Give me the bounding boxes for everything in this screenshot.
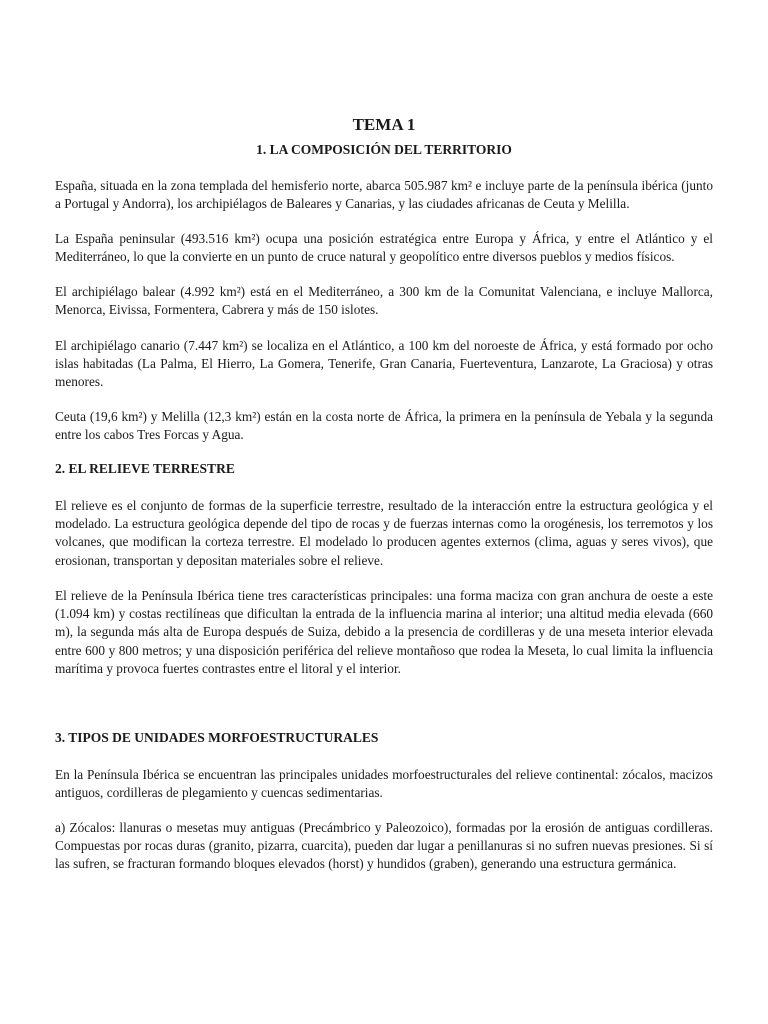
paragraph-ceuta-melilla: Ceuta (19,6 km²) y Melilla (12,3 km²) están en la costa norte de África, la primera en la península de Yebala y la segunda entre los cabos Tres Forcas y Agua. — [55, 409, 713, 443]
paragraph-peninsular-spain: La España peninsular (493.516 km²) ocupa una posición estratégica entre Europa y África, y entre el Atlántico y el Mediterráneo, lo que la convierte en un punto de cruce natural y geopolítico entre diversos pueblos y medios físicos. — [55, 231, 713, 265]
paragraph-balearic-archipelago: El archipiélago balear (4.992 km²) está en el Mediterráneo, a 300 km de la Comunitat Valenciana, e incluye Mallorca, Menorca, Eivissa, Formentera, Cabrera y más de 150 islotes. — [55, 284, 713, 318]
paragraph-relief-definition: El relieve es el conjunto de formas de la superficie terrestre, resultado de la interacción entre la estructura geológica y el modelado. La estructura geológica depende del tipo de rocas y de fuerzas internas como la orogénesis, los terremotos y los volcanes, que modifican la corteza terrestre. El modelado lo producen agentes externos (clima, aguas y seres vivos), que erosionan, transportan y depositan materiales sobre el relieve. — [55, 498, 713, 568]
section-1-heading: 1. LA COMPOSICIÓN DEL TERRITORIO — [256, 142, 512, 157]
paragraph-iberian-relief: El relieve de la Península Ibérica tiene tres características principales: una forma maciza con gran anchura de oeste a este (1.094 km) y costas rectilíneas que dificultan la entrada de la influencia marina al interior; una altitud media elevada (660 m), la segunda más alta de Europa después de Suiza, debido a la presencia de cordilleras y de una meseta interior elevada entre 600 y 800 metros; y una disposición periférica del relieve montañoso que rodea la Meseta, lo cual limita la influencia marítima y provoca fuertes contrastes entre el litoral y el interior. — [55, 588, 713, 676]
section-3-heading: 3. TIPOS DE UNIDADES MORFOESTRUCTURALES — [55, 730, 379, 745]
paragraph-spain-overview: España, situada en la zona templada del hemisferio norte, abarca 505.987 km² e incluye parte de la península ibérica (junto a Portugal y Andorra), los archipiélagos de Baleares y Canarias, y las ciudades africanas de Ceuta y Melilla. — [55, 178, 713, 212]
paragraph-morphostructural-units: En la Península Ibérica se encuentran las principales unidades morfoestructurales del relieve continental: zócalos, macizos antiguos, cordilleras de plegamiento y cuencas sedimentarias. — [55, 767, 713, 801]
paragraph-canary-archipelago: El archipiélago canario (7.447 km²) se localiza en el Atlántico, a 100 km del noroeste de África, y está formado por ocho islas habitadas (La Palma, El Hierro, La Gomera, Tenerife, Gran Canaria, Fuerteventura, Lanzarote, La Graciosa) y otras menores. — [55, 338, 713, 390]
document-title: TEMA 1 — [352, 115, 416, 134]
paragraph-zocalos: a) Zócalos: llanuras o mesetas muy antiguas (Precámbrico y Paleozoico), formadas por la erosión de antiguas cordilleras. Compuestas por rocas duras (granito, pizarra, cuarcita), pueden dar lugar a penillanuras si no sufren nuevas presiones. Si sí las sufren, se fracturan formando bloques elevados (horst) y hundidos (graben), generando una estructura germánica. — [55, 820, 713, 872]
section-2-heading: 2. EL RELIEVE TERRESTRE — [55, 461, 235, 476]
